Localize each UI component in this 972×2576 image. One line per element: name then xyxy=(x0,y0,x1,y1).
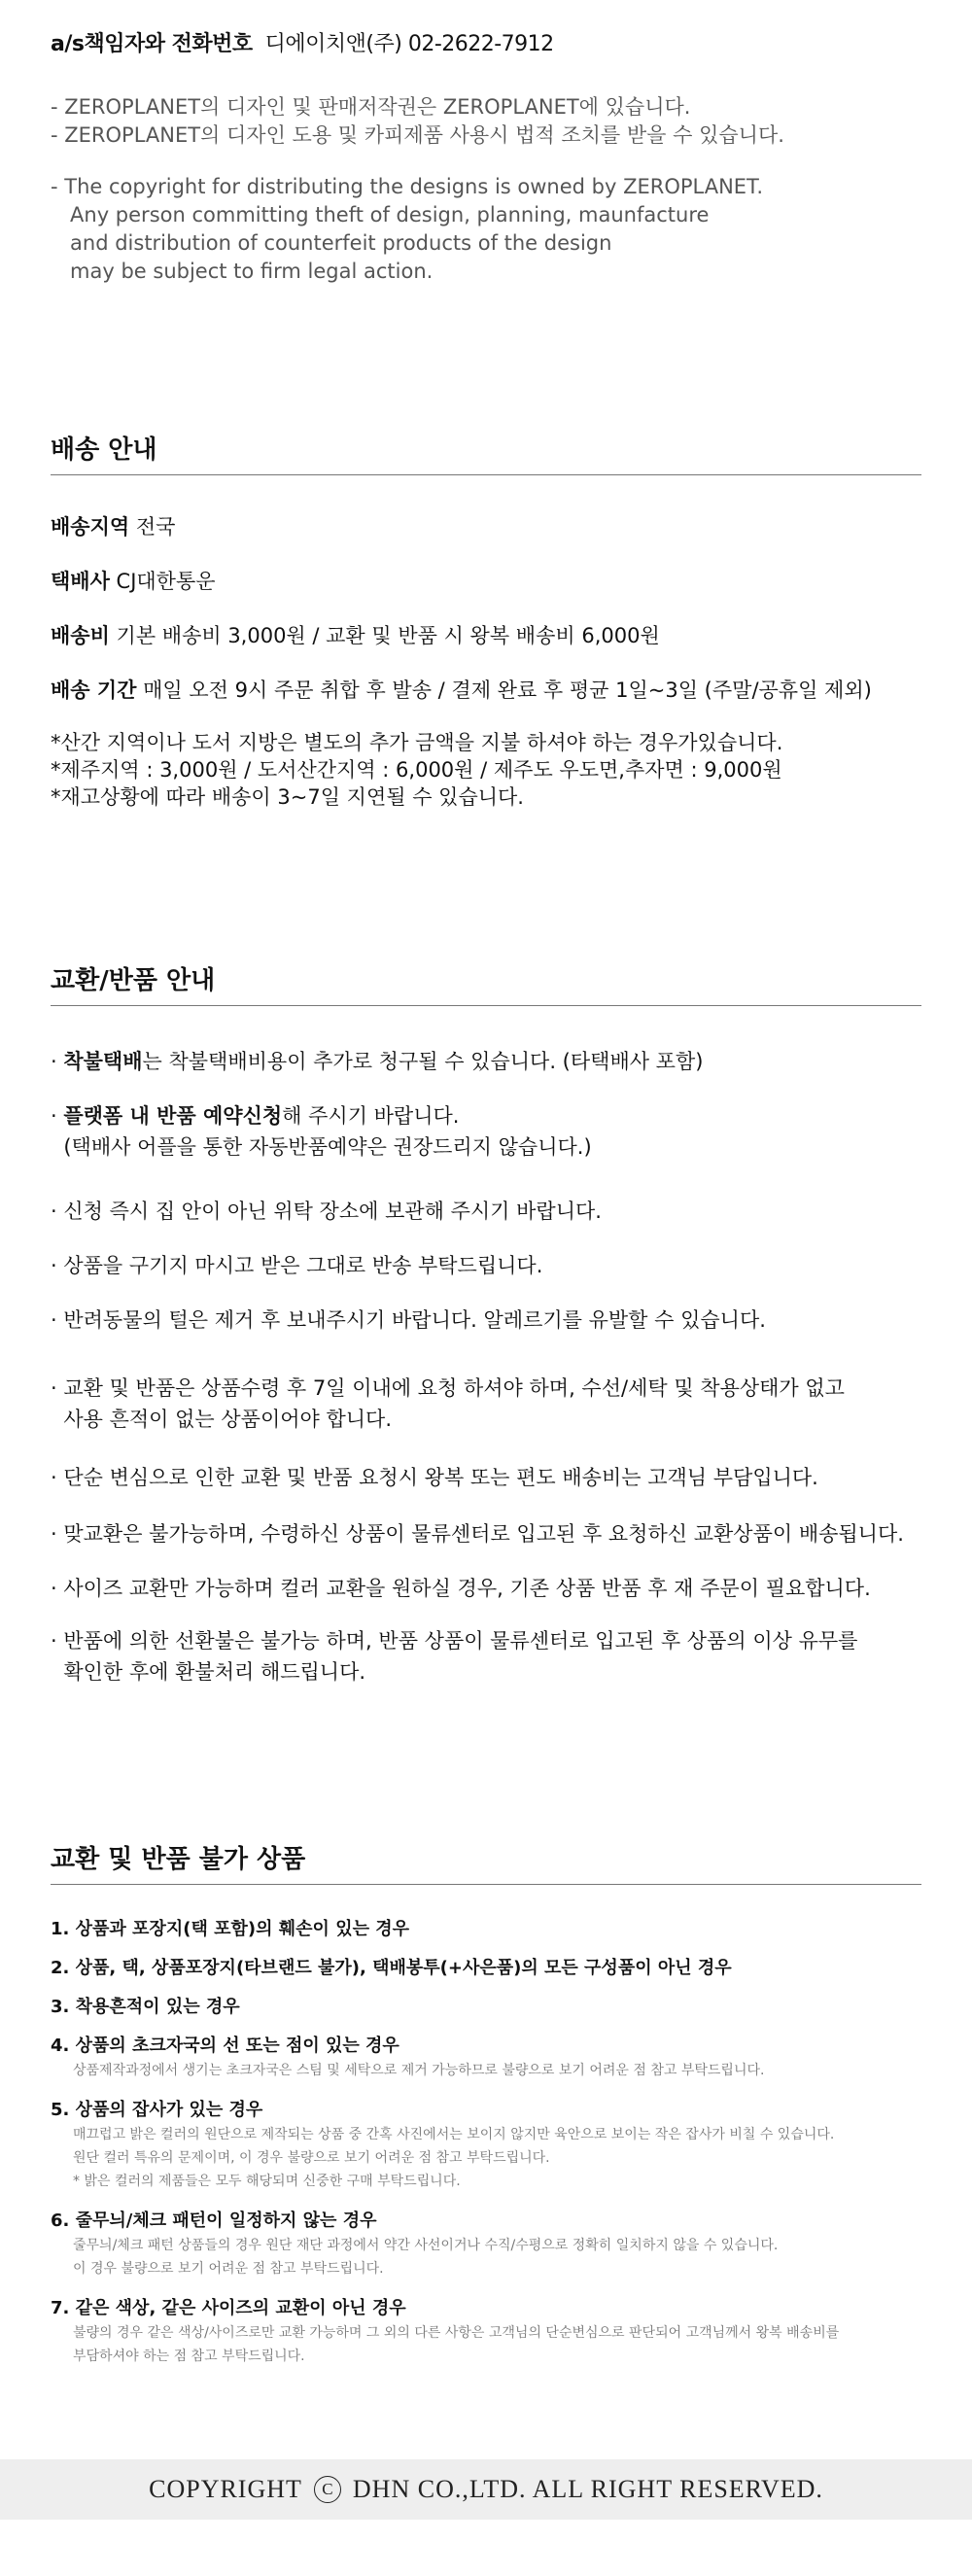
shipping-courier-label: 택배사 xyxy=(51,570,110,593)
shipping-region-value: 전국 xyxy=(129,515,176,539)
no-return-item-desc: * 밝은 컬러의 제품들은 모두 해당되며 신중한 구매 부탁드립니다. xyxy=(73,2174,461,2189)
exchange-item xyxy=(51,1305,766,1336)
section-divider xyxy=(51,1884,921,1885)
shipping-period-label: 배송 기간 xyxy=(51,679,137,702)
no-return-title: 교환 및 반품 불가 상품 xyxy=(51,1845,306,1874)
no-return-item-desc: 부담하셔야 하는 점 참고 부탁드립니다. xyxy=(73,2349,305,2364)
no-return-item-desc: 매끄럽고 밝은 컬러의 원단으로 제작되는 상품 중 간혹 사진에서는 보이지 않지만 육안으로 보이는 작은 잡사가 비칠 수 있습니다. xyxy=(73,2127,835,2142)
section-divider xyxy=(51,474,921,475)
no-return-item xyxy=(51,1917,409,1942)
exchange-item-text: · 교환 및 반품은 상품수령 후 7일 이내에 요청 하셔야 하며, 수선/세탁 및 착용상태가 없고 xyxy=(51,1376,845,1400)
exchange-item-text: 사용 흔적이 없는 상품이어야 합니다. xyxy=(51,1408,393,1431)
exchange-item-text: · 상품을 구기지 마시고 받은 그대로 반송 부탁드립니다. xyxy=(51,1254,543,1277)
copyright-footer xyxy=(0,2459,972,2520)
no-return-item-title: 4. 상품의 초크자국의 선 또는 점이 있는 경우 xyxy=(51,2036,399,2056)
exchange-item xyxy=(51,1250,542,1281)
exchange-item-text: · 반품에 의한 선환불은 불가능 하며, 반품 상품이 물류센터로 입고된 후 상품의 이상 유무를 xyxy=(51,1629,858,1653)
no-return-item xyxy=(51,2296,839,2368)
exchange-item-text: 확인한 후에 환불처리 해드립니다. xyxy=(51,1660,366,1684)
exchange-item-text: · 맞교환은 불가능하며, 수령하신 상품이 물류센터로 입고된 후 요청하신 교환상품이 배송됩니다. xyxy=(51,1522,904,1546)
notice-ko-line: - ZEROPLANET의 디자인 및 판매저작권은 ZEROPLANET에 있습니다. xyxy=(51,95,691,119)
shipping-fee xyxy=(51,620,660,649)
no-return-item-title: 7. 같은 색상, 같은 사이즈의 교환이 아닌 경우 xyxy=(51,2298,406,2318)
section-divider xyxy=(51,1005,921,1006)
notice-en-line: Any person committing theft of design, planning, maunfacture xyxy=(51,203,710,226)
exchange-item-bold: 착불택배 xyxy=(63,1050,143,1073)
no-return-item xyxy=(51,2098,834,2193)
shipping-region-label: 배송지역 xyxy=(51,515,130,539)
no-return-item-title: 5. 상품의 잡사가 있는 경우 xyxy=(51,2100,263,2120)
contact-label: a/s책임자와 전화번호 xyxy=(51,32,253,56)
no-return-item-title: 2. 상품, 택, 상품포장지(타브랜드 불가), 택배봉투(+사은품)의 모든 구성품이 아닌 경우 xyxy=(51,1958,732,1978)
no-return-item-desc: 불량의 경우 같은 색상/사이즈로만 교환 가능하며 그 외의 다른 사항은 고객님의 단순변심으로 판단되어 고객님께서 왕복 배송비를 xyxy=(73,2325,840,2341)
exchange-item-text: (택배사 어플을 통한 자동반품예약은 권장드리지 않습니다.) xyxy=(51,1135,592,1159)
exchange-item xyxy=(51,1462,818,1493)
exchange-item-text: · 단순 변심으로 인한 교환 및 반품 요청시 왕복 또는 편도 배송비는 고객님 부담입니다. xyxy=(51,1466,818,1489)
exchange-item-text: · 반려동물의 털은 제거 후 보내주시기 바랍니다. 알레르기를 유발할 수 있습니다. xyxy=(51,1308,766,1332)
exchange-item xyxy=(51,1625,857,1688)
exchange-item: · 플랫폼 내 반품 예약신청해 주시기 바랍니다. (택배사 어플을 통한 자동반품예약은 권장드리지 않습니다.) xyxy=(51,1100,592,1163)
exchange-item-text: 는 착불택배비용이 추가로 청구될 수 있습니다. (타택배사 포함) xyxy=(142,1050,704,1073)
exchange-item-text: · 사이즈 교환만 가능하며 컬러 교환을 원하실 경우, 기존 상품 반품 후 재 주문이 필요합니다. xyxy=(51,1577,871,1600)
copyright-notice xyxy=(51,93,784,286)
exchange-item xyxy=(51,1373,845,1435)
no-return-item-title: 6. 줄무늬/체크 패턴이 일정하지 않는 경우 xyxy=(51,2210,377,2231)
no-return-item-desc: 상품제작과정에서 생기는 초크자국은 스팀 및 세탁으로 제거 가능하므로 불량으로 보기 어려운 점 참고 부탁드립니다. xyxy=(73,2063,765,2078)
shipping-period-value: 매일 오전 9시 주문 취합 후 발송 / 결제 완료 후 평균 1일~3일 (주말/공휴일 제외) xyxy=(136,679,872,702)
shipping-title: 배송 안내 xyxy=(51,435,157,465)
no-return-item-title: 3. 착용흔적이 있는 경우 xyxy=(51,1997,240,2017)
shipping-notes xyxy=(51,729,782,811)
shipping-note: *재고상황에 따라 배송이 3~7일 지연될 수 있습니다. xyxy=(51,785,524,809)
no-return-item-desc: 줄무늬/체크 패턴 상품들의 경우 원단 재단 과정에서 약간 사선이거나 수직/수평으로 정확히 일치하지 않을 수 있습니다. xyxy=(73,2238,779,2253)
no-return-item xyxy=(51,1995,240,2020)
exchange-item-text: 해 주시기 바랍니다. xyxy=(282,1104,460,1128)
notice-ko-line: - ZEROPLANET의 디자인 도용 및 카피제품 사용시 법적 조치를 받을 수 있습니다. xyxy=(51,123,784,147)
shipping-courier xyxy=(51,566,216,595)
notice-en-line: and distribution of counterfeit products of the design xyxy=(51,231,612,255)
shipping-period xyxy=(51,675,872,704)
shipping-courier-value: CJ대한통운 xyxy=(109,570,216,593)
no-return-item-desc: 이 경우 불량으로 보기 어려운 점 참고 부탁드립니다. xyxy=(73,2261,384,2277)
no-return-item-title: 1. 상품과 포장지(택 포함)의 훼손이 있는 경우 xyxy=(51,1919,410,1939)
shipping-region xyxy=(51,511,175,540)
notice-en-line: - The copyright for distributing the designs is owned by ZEROPLANET. xyxy=(51,175,764,198)
no-return-item xyxy=(51,2034,764,2082)
contact-value: 디에이치앤(주) 02-2622-7912 xyxy=(264,32,554,56)
footer-copyright-text: COPYRIGHT xyxy=(149,2475,302,2503)
exchange-item: · 착불택배는 착불택배비용이 추가로 청구될 수 있습니다. (타택배사 포함) xyxy=(51,1050,704,1073)
exchange-item xyxy=(51,1518,904,1549)
no-return-item-desc: 원단 컬러 특유의 문제이며, 이 경우 불량으로 보기 어려운 점 참고 부탁드립니다. xyxy=(73,2150,550,2166)
shipping-fee-label: 배송비 xyxy=(51,624,110,647)
exchange-item xyxy=(51,1573,871,1604)
contact-line xyxy=(51,27,554,57)
exchange-item xyxy=(51,1196,602,1227)
shipping-fee-value: 기본 배송비 3,000원 / 교환 및 반품 시 왕복 배송비 6,000원 xyxy=(109,624,660,647)
shipping-note: *제주지역 : 3,000원 / 도서산간지역 : 6,000원 / 제주도 우도면,추자면 : 9,000원 xyxy=(51,758,782,782)
shipping-note: *산간 지역이나 도서 지방은 별도의 추가 금액을 지불 하셔야 하는 경우가있습니다. xyxy=(51,731,783,754)
no-return-item xyxy=(51,2209,778,2280)
copyright-symbol: C xyxy=(314,2476,341,2503)
no-return-item xyxy=(51,1956,732,1981)
exchange-item-text: · 신청 즉시 집 안이 아닌 위탁 장소에 보관해 주시기 바랍니다. xyxy=(51,1200,602,1223)
notice-en-line: may be subject to firm legal action. xyxy=(51,260,434,283)
exchange-item-bold: 플랫폼 내 반품 예약신청 xyxy=(63,1104,283,1128)
footer-company-text: DHN CO.,LTD. ALL RIGHT RESERVED. xyxy=(352,2475,823,2503)
exchange-title: 교환/반품 안내 xyxy=(51,966,216,995)
